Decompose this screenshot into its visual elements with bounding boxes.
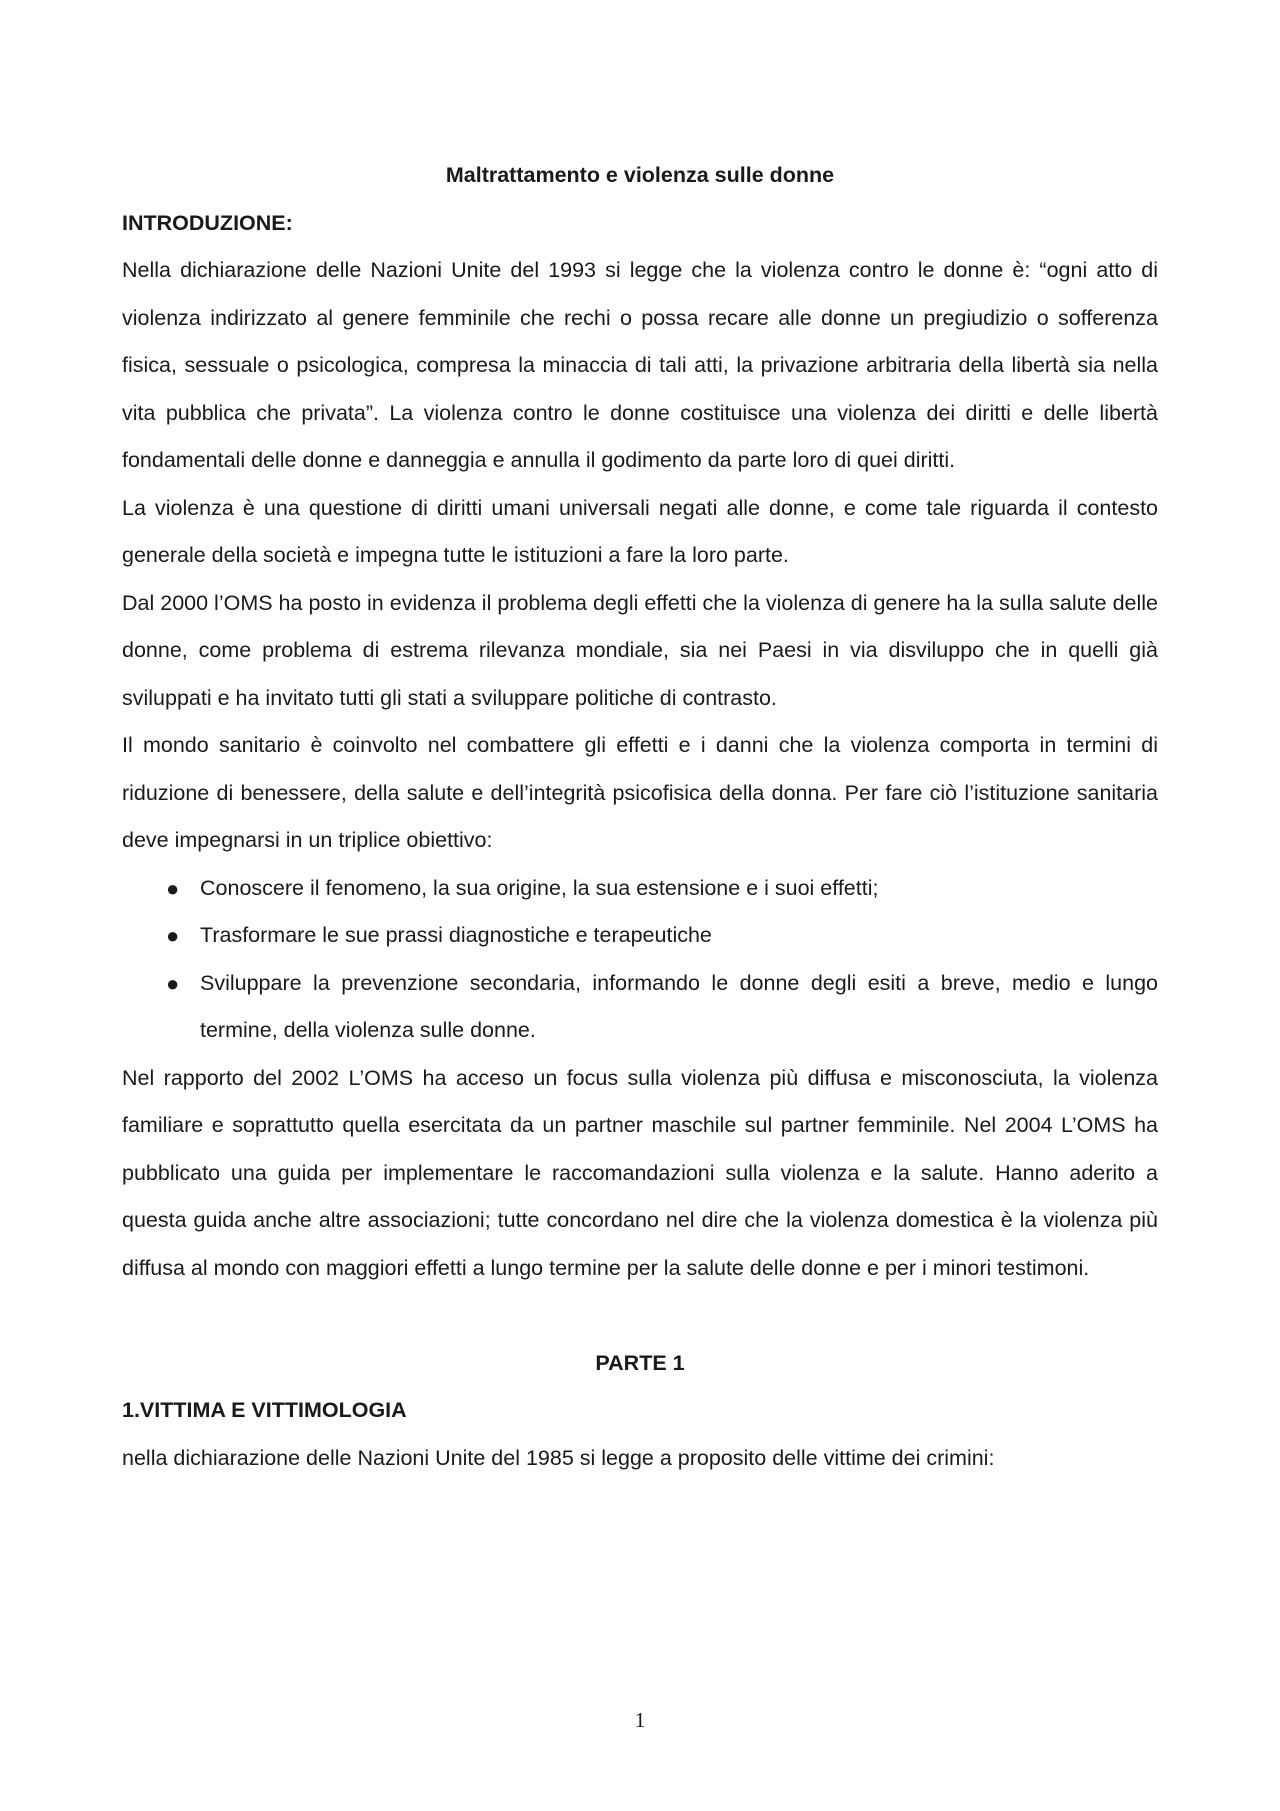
- list-item: [122, 960, 1158, 1055]
- intro-paragraph-3: Dal 2000 l’OMS ha posto in evidenza il problema degli effetti che la violenza di genere ha la sulla salute delle donne, come problema di estrema rilevanza mondiale, sia nei Paesi in via disviluppo che in quelli già sviluppati e ha invitato tutti gli stati a sviluppare politiche di contrasto.: [122, 590, 1158, 710]
- intro-paragraph-2: La violenza è una questione di diritti umani universali negati alle donne, e come tale riguarda il contesto generale della società e impegna tutte le istituzioni a fare la loro parte.: [122, 495, 1158, 567]
- bullet-icon: ●: [166, 970, 180, 996]
- objectives-list: [122, 865, 1158, 1055]
- page-number: 1: [634, 1708, 646, 1732]
- list-item: [122, 865, 1158, 913]
- intro-heading: INTRODUZIONE:: [122, 210, 293, 235]
- intro-paragraph-1: Nella dichiarazione delle Nazioni Unite del 1993 si legge che la violenza contro le donne è: “ogni atto di violenza indirizzato al genere femminile che rechi o possa recare alle donne un pregiudizio o sofferenza fisica, sessuale o psicologica, compresa la minaccia di tali atti, la privazione arbitraria della libertà sia nella vita pubblica che privata”. La violenza contro le donne costituisce una violenza dei diritti e delle libertà fondamentali delle donne e danneggia e annulla il godimento da parte loro di quei diritti.: [122, 258, 1158, 472]
- bullet-icon: ●: [166, 923, 180, 948]
- bullet-icon: ●: [166, 875, 180, 901]
- list-item: [122, 912, 1158, 960]
- part-title: PARTE 1: [595, 1350, 685, 1375]
- document-title: Maltrattamento e violenza sulle donne: [445, 163, 835, 187]
- list-item-text: Trasformare le sue prassi diagnostiche e terapeutiche: [200, 923, 712, 947]
- section-spacer: [122, 1292, 1158, 1340]
- intro-paragraph-4: Il mondo sanitario è coinvolto nel combattere gli effetti e i danni che la violenza comporta in termini di riduzione di benessere, della salute e dell’integrità psicofisica della donna. Per fare ciò l’istituzione sanitaria deve impegnarsi in un triplice obiettivo:: [122, 733, 1158, 852]
- section-paragraph: nella dichiarazione delle Nazioni Unite del 1985 si legge a proposito delle vittime dei crimini:: [122, 1445, 995, 1470]
- closing-paragraph: Nel rapporto del 2002 L’OMS ha acceso un focus sulla violenza più diffusa e misconosciuta, la violenza familiare e soprattutto quella esercitata da un partner maschile sul partner femminile. Nel 2004 L’OMS ha pubblicato una guida per implementare le raccomandazioni sulla violenza e la salute. Hanno aderito a questa guida anche altre associazioni; tutte concordano nel dire che la violenza domestica è la violenza più diffusa al mondo con maggiori effetti a lungo termine per la salute delle donne e per i minori testimoni.: [122, 1065, 1158, 1280]
- list-item-text: Sviluppare la prevenzione secondaria, informando le donne degli esiti a breve, medio e lungo termine, della violenza sulle donne.: [200, 970, 1158, 1042]
- list-item-text: Conoscere il fenomeno, la sua origine, la sua estensione e i suoi effetti;: [200, 875, 879, 900]
- section-heading: 1.VITTIMA E VITTIMOLOGIA: [122, 1398, 407, 1422]
- document-body: [122, 152, 1158, 1482]
